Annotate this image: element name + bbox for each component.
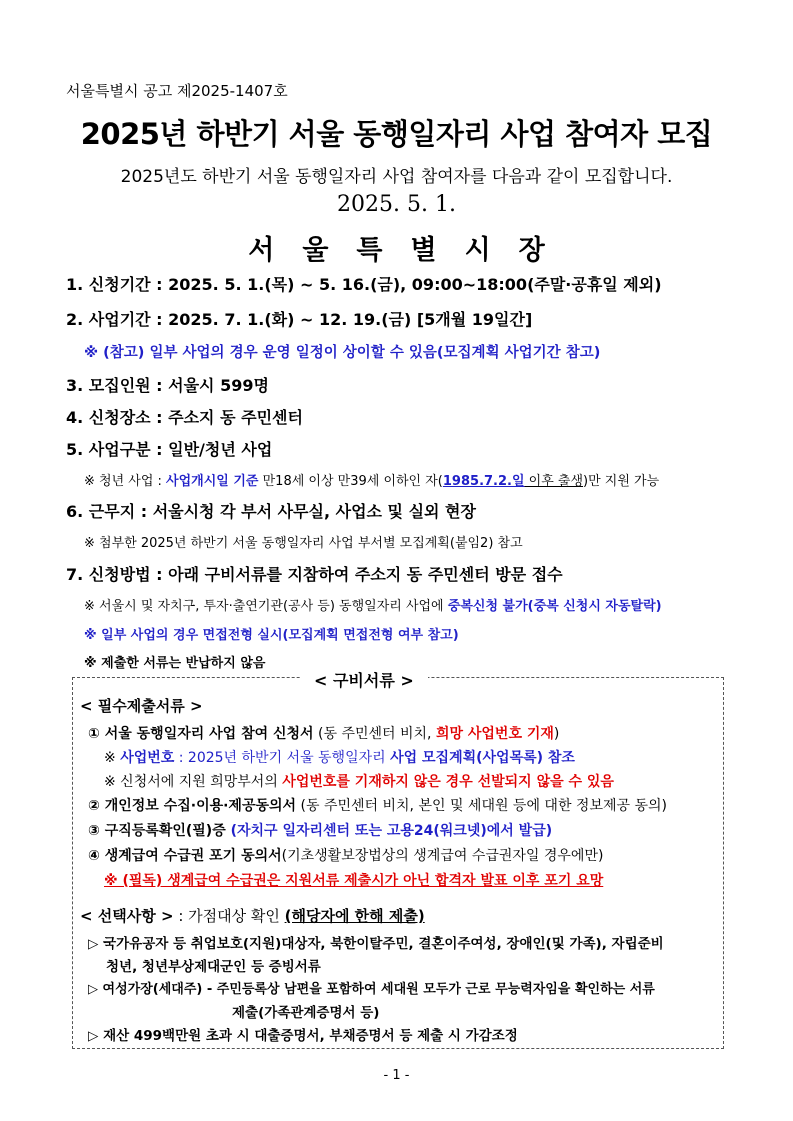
optional-3: ▷ 재산 499백만원 초과 시 대출증명서, 부채증명서 등 제출 시 가감조정	[88, 1028, 518, 1044]
item-application-period: 1. 신청기간 : 2025. 5. 1.(목) ~ 5. 16.(금), 09:00~18:00(주말·공휴일 제외)	[66, 275, 662, 294]
method-note-interview: ※ 일부 사업의 경우 면접전형 실시(모집계획 면접전형 여부 참고)	[84, 628, 459, 643]
method-note-duplicate	[84, 595, 662, 614]
item-project-type: 5. 사업구분 : 일반/청년 사업	[66, 440, 273, 459]
item-recruit-count: 3. 모집인원 : 서울시 599명	[66, 376, 269, 395]
required-4-note: ※ (필독) 생계급여 수급권은 지원서류 제출시가 아닌 합격자 발표 이후 포기 요망	[104, 873, 604, 889]
method-note-no-return: ※ 제출한 서류는 반납하지 않음	[84, 656, 266, 671]
item-project-period: 2. 사업기간 : 2025. 7. 1.(화) ~ 12. 19.(금) [5개월 19일간]	[66, 310, 533, 329]
optional-1-line-2: 청년, 청년부상제대군인 등 증빙서류	[106, 959, 321, 975]
note-mark: ※	[104, 750, 121, 766]
note-2-warning: 사업번호를 기재하지 않은 경우 선발되지 않을 수 있음	[282, 774, 614, 790]
required-1-name: ① 서울 동행일자리 사업 참여 신청서	[88, 726, 314, 742]
required-2	[88, 795, 667, 815]
optional-heading-label: < 선택사항 >	[80, 907, 174, 925]
page-title: 2025년 하반기 서울 동행일자리 사업 참여자 모집	[80, 117, 713, 151]
youth-note-date: 1985.7.2.일	[442, 474, 525, 489]
workplace-note: ※ 첨부한 2025년 하반기 서울 동행일자리 사업 부서별 모집계획(붙임2) 참고	[84, 536, 523, 551]
optional-heading	[80, 905, 425, 926]
required-1-note-2	[104, 771, 614, 791]
optional-2-line-2: 제출(가족관계증명서 등)	[232, 1005, 380, 1021]
required-1-highlight: 희망 사업번호 기재	[435, 726, 554, 742]
required-1	[88, 723, 559, 743]
notice-date: 2025. 5. 1.	[337, 192, 456, 217]
required-1-desc: (동 주민센터 비치,	[313, 726, 436, 742]
page-number: - 1 -	[383, 1068, 410, 1083]
youth-note	[84, 470, 659, 489]
required-heading: < 필수제출서류 >	[80, 697, 203, 715]
required-2-name: ② 개인정보 수집·이용·제공동의서	[88, 798, 297, 814]
youth-note-prefix: ※ 청년 사업 :	[84, 474, 167, 489]
required-4-name: ④ 생계급여 수급권 포기 동의서	[88, 848, 282, 864]
youth-note-age: 만18세 이상 만39세 이하인 자(	[258, 474, 443, 489]
note-project-ref: 사업 모집계획(사업목록) 참조	[390, 750, 575, 766]
subtitle: 2025년도 하반기 서울 동행일자리 사업 참여자를 다음과 같이 모집합니다.	[120, 167, 673, 187]
issuer: 서울특별시장	[248, 235, 573, 266]
method-note-duplicate-prefix: ※ 서울시 및 자치구, 투자·출연기관(공사 등) 동행일자리 사업에	[84, 599, 448, 614]
item-project-period-note: ※ (참고) 일부 사업의 경우 운영 일정이 상이할 수 있음(모집계획 사업기간 참고)	[84, 345, 601, 361]
youth-note-basis: 사업개시일 기준	[166, 474, 259, 489]
required-1-note-1	[104, 747, 575, 767]
item-application-method: 7. 신청방법 : 아래 구비서류를 지참하여 주소지 동 주민센터 방문 접수	[66, 565, 563, 584]
note-project-desc: : 2025년 하반기 서울 동행일자리	[174, 750, 391, 766]
required-4	[88, 845, 603, 865]
documents-box-title: < 구비서류 >	[300, 668, 428, 691]
note-project-number: 사업번호	[120, 750, 175, 766]
note-2-prefix: ※ 신청서에 지원 희망부서의	[104, 774, 283, 790]
required-3-name: ③ 구직등록확인(필)증	[88, 823, 231, 839]
youth-note-born: 이후 출생	[524, 474, 584, 489]
required-3-desc: (자치구 일자리센터 또는 고용24(워크넷)에서 발급)	[230, 823, 553, 839]
optional-1-line-1: ▷ 국가유공자 등 취업보호(지원)대상자, 북한이탈주민, 결혼이주여성, 장애인(및 가족), 자립준비	[88, 936, 664, 952]
item-application-place: 4. 신청장소 : 주소지 동 주민센터	[66, 408, 303, 427]
required-4-desc: (기초생활보장법상의 생계급여 수급권자일 경우에만)	[281, 848, 604, 864]
optional-2-line-1: ▷ 여성가장(세대주) - 주민등록상 남편을 포함하여 세대원 모두가 근로 무능력자임을 확인하는 서류	[88, 982, 655, 997]
optional-heading-cond: (해당자에 한해 제출)	[284, 907, 425, 925]
required-3	[88, 820, 552, 840]
notice-number: 서울특별시 공고 제2025-1407호	[66, 82, 288, 100]
required-2-desc: (동 주민센터 비치, 본인 및 세대원 등에 대한 정보제공 동의)	[296, 798, 667, 814]
method-note-duplicate-warning: 중복신청 불가(중복 신청시 자동탈락)	[447, 599, 662, 614]
youth-note-suffix: )만 지원 가능	[583, 474, 660, 489]
item-workplace: 6. 근무지 : 서울시청 각 부서 사무실, 사업소 및 실외 현장	[66, 502, 476, 521]
required-1-close: )	[553, 726, 560, 742]
optional-heading-desc: : 가점대상 확인	[173, 907, 285, 925]
